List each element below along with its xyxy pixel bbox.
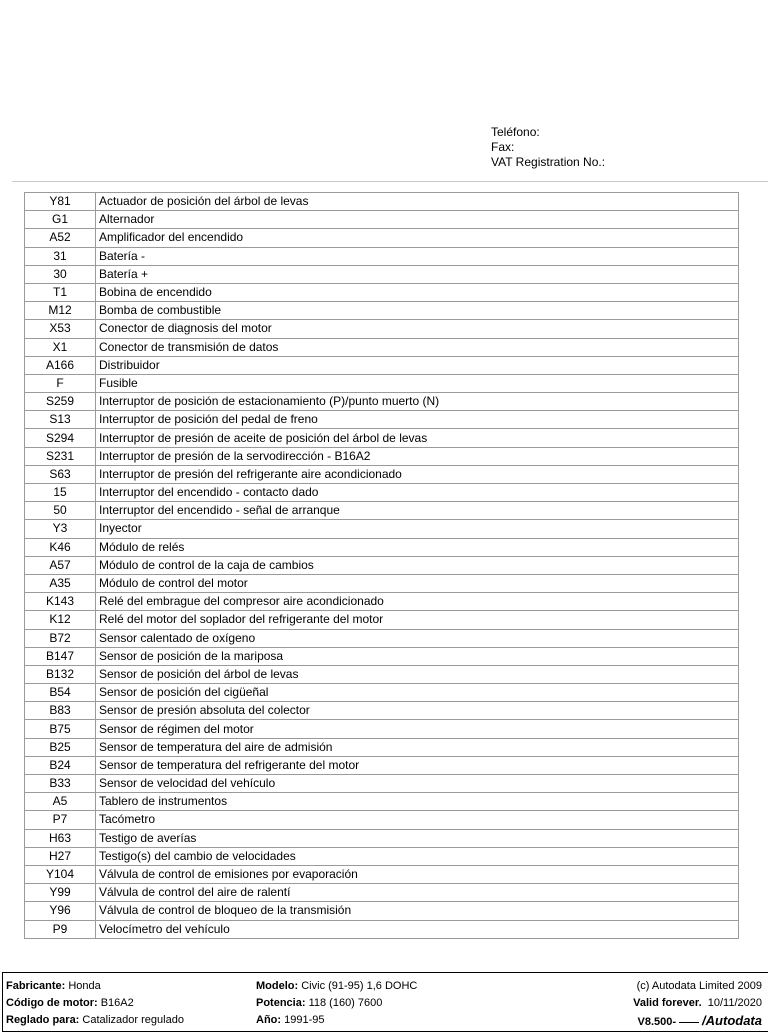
- copyright-text: (c) Autodata Limited 2009: [636, 980, 762, 992]
- component-code: 15: [25, 484, 96, 502]
- year-label: Año:: [256, 1014, 282, 1026]
- component-row: [25, 902, 739, 920]
- engine-code-value: B16A2: [100, 997, 134, 1009]
- component-code: P9: [25, 920, 96, 938]
- component-description: Batería -: [96, 247, 739, 265]
- component-code: B24: [25, 756, 96, 774]
- component-row: [25, 538, 739, 556]
- component-description: Sensor calentado de oxígeno: [96, 629, 739, 647]
- component-row: [25, 611, 739, 629]
- vat-label: VAT Registration No.:: [491, 155, 606, 169]
- component-description: Módulo de control de la caja de cambios: [96, 556, 739, 574]
- component-description: Relé del motor del soplador del refrigerante del motor: [96, 611, 739, 629]
- component-code: X53: [25, 320, 96, 338]
- component-row: [25, 447, 739, 465]
- component-description: Interruptor de presión de aceite de posición del árbol de levas: [96, 429, 739, 447]
- component-description: Bobina de encendido: [96, 283, 739, 301]
- component-code: Y3: [25, 520, 96, 538]
- component-row: [25, 520, 739, 538]
- component-description: Testigo de averías: [96, 829, 739, 847]
- component-row: [25, 411, 739, 429]
- component-row: [25, 738, 739, 756]
- component-row: [25, 502, 739, 520]
- component-row: [25, 775, 739, 793]
- component-description: Inyector: [96, 520, 739, 538]
- component-description: Alternador: [96, 211, 739, 229]
- component-code: G1: [25, 211, 96, 229]
- component-description: Testigo(s) del cambio de velocidades: [96, 847, 739, 865]
- component-description: Módulo de control del motor: [96, 574, 739, 592]
- component-code: B54: [25, 684, 96, 702]
- component-code: M12: [25, 302, 96, 320]
- component-row: [25, 665, 739, 683]
- power-value: 118 (160) 7600: [308, 997, 383, 1009]
- component-row: [25, 356, 739, 374]
- engine-code-label: Código de motor:: [6, 997, 98, 1009]
- year-value: 1991-95: [284, 1014, 325, 1026]
- component-row: [25, 702, 739, 720]
- component-code: K12: [25, 611, 96, 629]
- component-code: T1: [25, 283, 96, 301]
- component-code: H63: [25, 829, 96, 847]
- component-row: [25, 374, 739, 392]
- component-code: A57: [25, 556, 96, 574]
- component-code: Y81: [25, 193, 96, 211]
- component-code: B25: [25, 738, 96, 756]
- component-description: Sensor de temperatura del aire de admisión: [96, 738, 739, 756]
- vehicle-footer: [2, 972, 768, 1032]
- component-code: A35: [25, 574, 96, 592]
- valid-date: 10/11/2020: [707, 997, 762, 1009]
- footer-col-vehicle: [6, 978, 184, 1029]
- component-row: [25, 629, 739, 647]
- component-code: B147: [25, 647, 96, 665]
- component-row: [25, 920, 739, 938]
- component-row: [25, 647, 739, 665]
- component-row: [25, 811, 739, 829]
- component-code: K46: [25, 538, 96, 556]
- component-code: B33: [25, 775, 96, 793]
- component-row: [25, 756, 739, 774]
- component-description: Tablero de instrumentos: [96, 793, 739, 811]
- component-row: [25, 393, 739, 411]
- component-description: Interruptor de presión del refrigerante aire acondicionado: [96, 465, 739, 483]
- component-description: Amplificador del encendido: [96, 229, 739, 247]
- component-code: X1: [25, 338, 96, 356]
- footer-col-copyright: [633, 978, 762, 1031]
- model-value: Civic (91-95) 1,6 DOHC: [301, 980, 418, 992]
- valid-label: Valid forever.: [633, 997, 702, 1009]
- component-description: Válvula de control del aire de ralentí: [96, 884, 739, 902]
- contact-block: [491, 125, 605, 170]
- component-code: 50: [25, 502, 96, 520]
- regulated-label: Reglado para:: [6, 1014, 80, 1026]
- component-description: Relé del embrague del compresor aire acondicionado: [96, 593, 739, 611]
- brand-rule: [679, 1022, 699, 1023]
- component-row: [25, 320, 739, 338]
- component-row: [25, 865, 739, 883]
- component-description: Velocímetro del vehículo: [96, 920, 739, 938]
- component-description: Distribuidor: [96, 356, 739, 374]
- component-description: Módulo de relés: [96, 538, 739, 556]
- autodata-logo: /Autodata: [702, 1013, 762, 1028]
- component-row: [25, 829, 739, 847]
- regulated-value: Catalizador regulado: [82, 1014, 184, 1026]
- component-description: Sensor de presión absoluta del colector: [96, 702, 739, 720]
- header-divider: [12, 181, 768, 182]
- component-row: [25, 574, 739, 592]
- component-code: S294: [25, 429, 96, 447]
- component-description: Conector de transmisión de datos: [96, 338, 739, 356]
- component-row: [25, 265, 739, 283]
- power-label: Potencia:: [256, 997, 306, 1009]
- component-description: Conector de diagnosis del motor: [96, 320, 739, 338]
- component-description: Interruptor del encendido - contacto dado: [96, 484, 739, 502]
- component-description: Sensor de régimen del motor: [96, 720, 739, 738]
- component-code: S63: [25, 465, 96, 483]
- component-description: Válvula de control de emisiones por evaporación: [96, 865, 739, 883]
- component-code: 30: [25, 265, 96, 283]
- footer-col-model: [256, 978, 417, 1029]
- component-code: S259: [25, 393, 96, 411]
- component-description: Interruptor de posición del pedal de freno: [96, 411, 739, 429]
- component-description: Sensor de posición de la mariposa: [96, 647, 739, 665]
- component-row: [25, 247, 739, 265]
- component-description: Bomba de combustible: [96, 302, 739, 320]
- component-row: [25, 429, 739, 447]
- component-row: [25, 338, 739, 356]
- component-code: B75: [25, 720, 96, 738]
- component-row: [25, 684, 739, 702]
- component-description: Interruptor del encendido - señal de arranque: [96, 502, 739, 520]
- model-label: Modelo:: [256, 980, 299, 992]
- component-code: S231: [25, 447, 96, 465]
- component-table: [24, 192, 739, 939]
- component-description: Sensor de posición del cigüeñal: [96, 684, 739, 702]
- component-code: B83: [25, 702, 96, 720]
- component-code: A52: [25, 229, 96, 247]
- component-row: [25, 229, 739, 247]
- component-description: Sensor de temperatura del refrigerante del motor: [96, 756, 739, 774]
- component-description: Batería +: [96, 265, 739, 283]
- component-description: Válvula de control de bloqueo de la transmisión: [96, 902, 739, 920]
- component-description: Tacómetro: [96, 811, 739, 829]
- component-row: [25, 465, 739, 483]
- component-row: [25, 847, 739, 865]
- component-code: F: [25, 374, 96, 392]
- component-description: Interruptor de posición de estacionamiento (P)/punto muerto (N): [96, 393, 739, 411]
- component-code: A5: [25, 793, 96, 811]
- component-row: [25, 484, 739, 502]
- component-description: Interruptor de presión de la servodirección - B16A2: [96, 447, 739, 465]
- component-code: Y104: [25, 865, 96, 883]
- component-code: 31: [25, 247, 96, 265]
- component-code: K143: [25, 593, 96, 611]
- component-row: [25, 556, 739, 574]
- component-description: Sensor de posición del árbol de levas: [96, 665, 739, 683]
- component-code: S13: [25, 411, 96, 429]
- version-text: V8.500-: [637, 1016, 677, 1028]
- component-code: B132: [25, 665, 96, 683]
- component-code: Y99: [25, 884, 96, 902]
- component-code: P7: [25, 811, 96, 829]
- component-row: [25, 302, 739, 320]
- component-row: [25, 211, 739, 229]
- component-description: Sensor de velocidad del vehículo: [96, 775, 739, 793]
- component-row: [25, 720, 739, 738]
- phone-label: Teléfono:: [491, 125, 540, 139]
- maker-label: Fabricante:: [6, 980, 66, 992]
- component-row: [25, 884, 739, 902]
- component-row: [25, 283, 739, 301]
- component-description: Actuador de posición del árbol de levas: [96, 193, 739, 211]
- component-code: B72: [25, 629, 96, 647]
- component-description: Fusible: [96, 374, 739, 392]
- component-row: [25, 793, 739, 811]
- maker-value: Honda: [68, 980, 101, 992]
- component-code: A166: [25, 356, 96, 374]
- component-code: Y96: [25, 902, 96, 920]
- component-row: [25, 193, 739, 211]
- fax-label: Fax:: [491, 140, 515, 154]
- component-row: [25, 593, 739, 611]
- component-code: H27: [25, 847, 96, 865]
